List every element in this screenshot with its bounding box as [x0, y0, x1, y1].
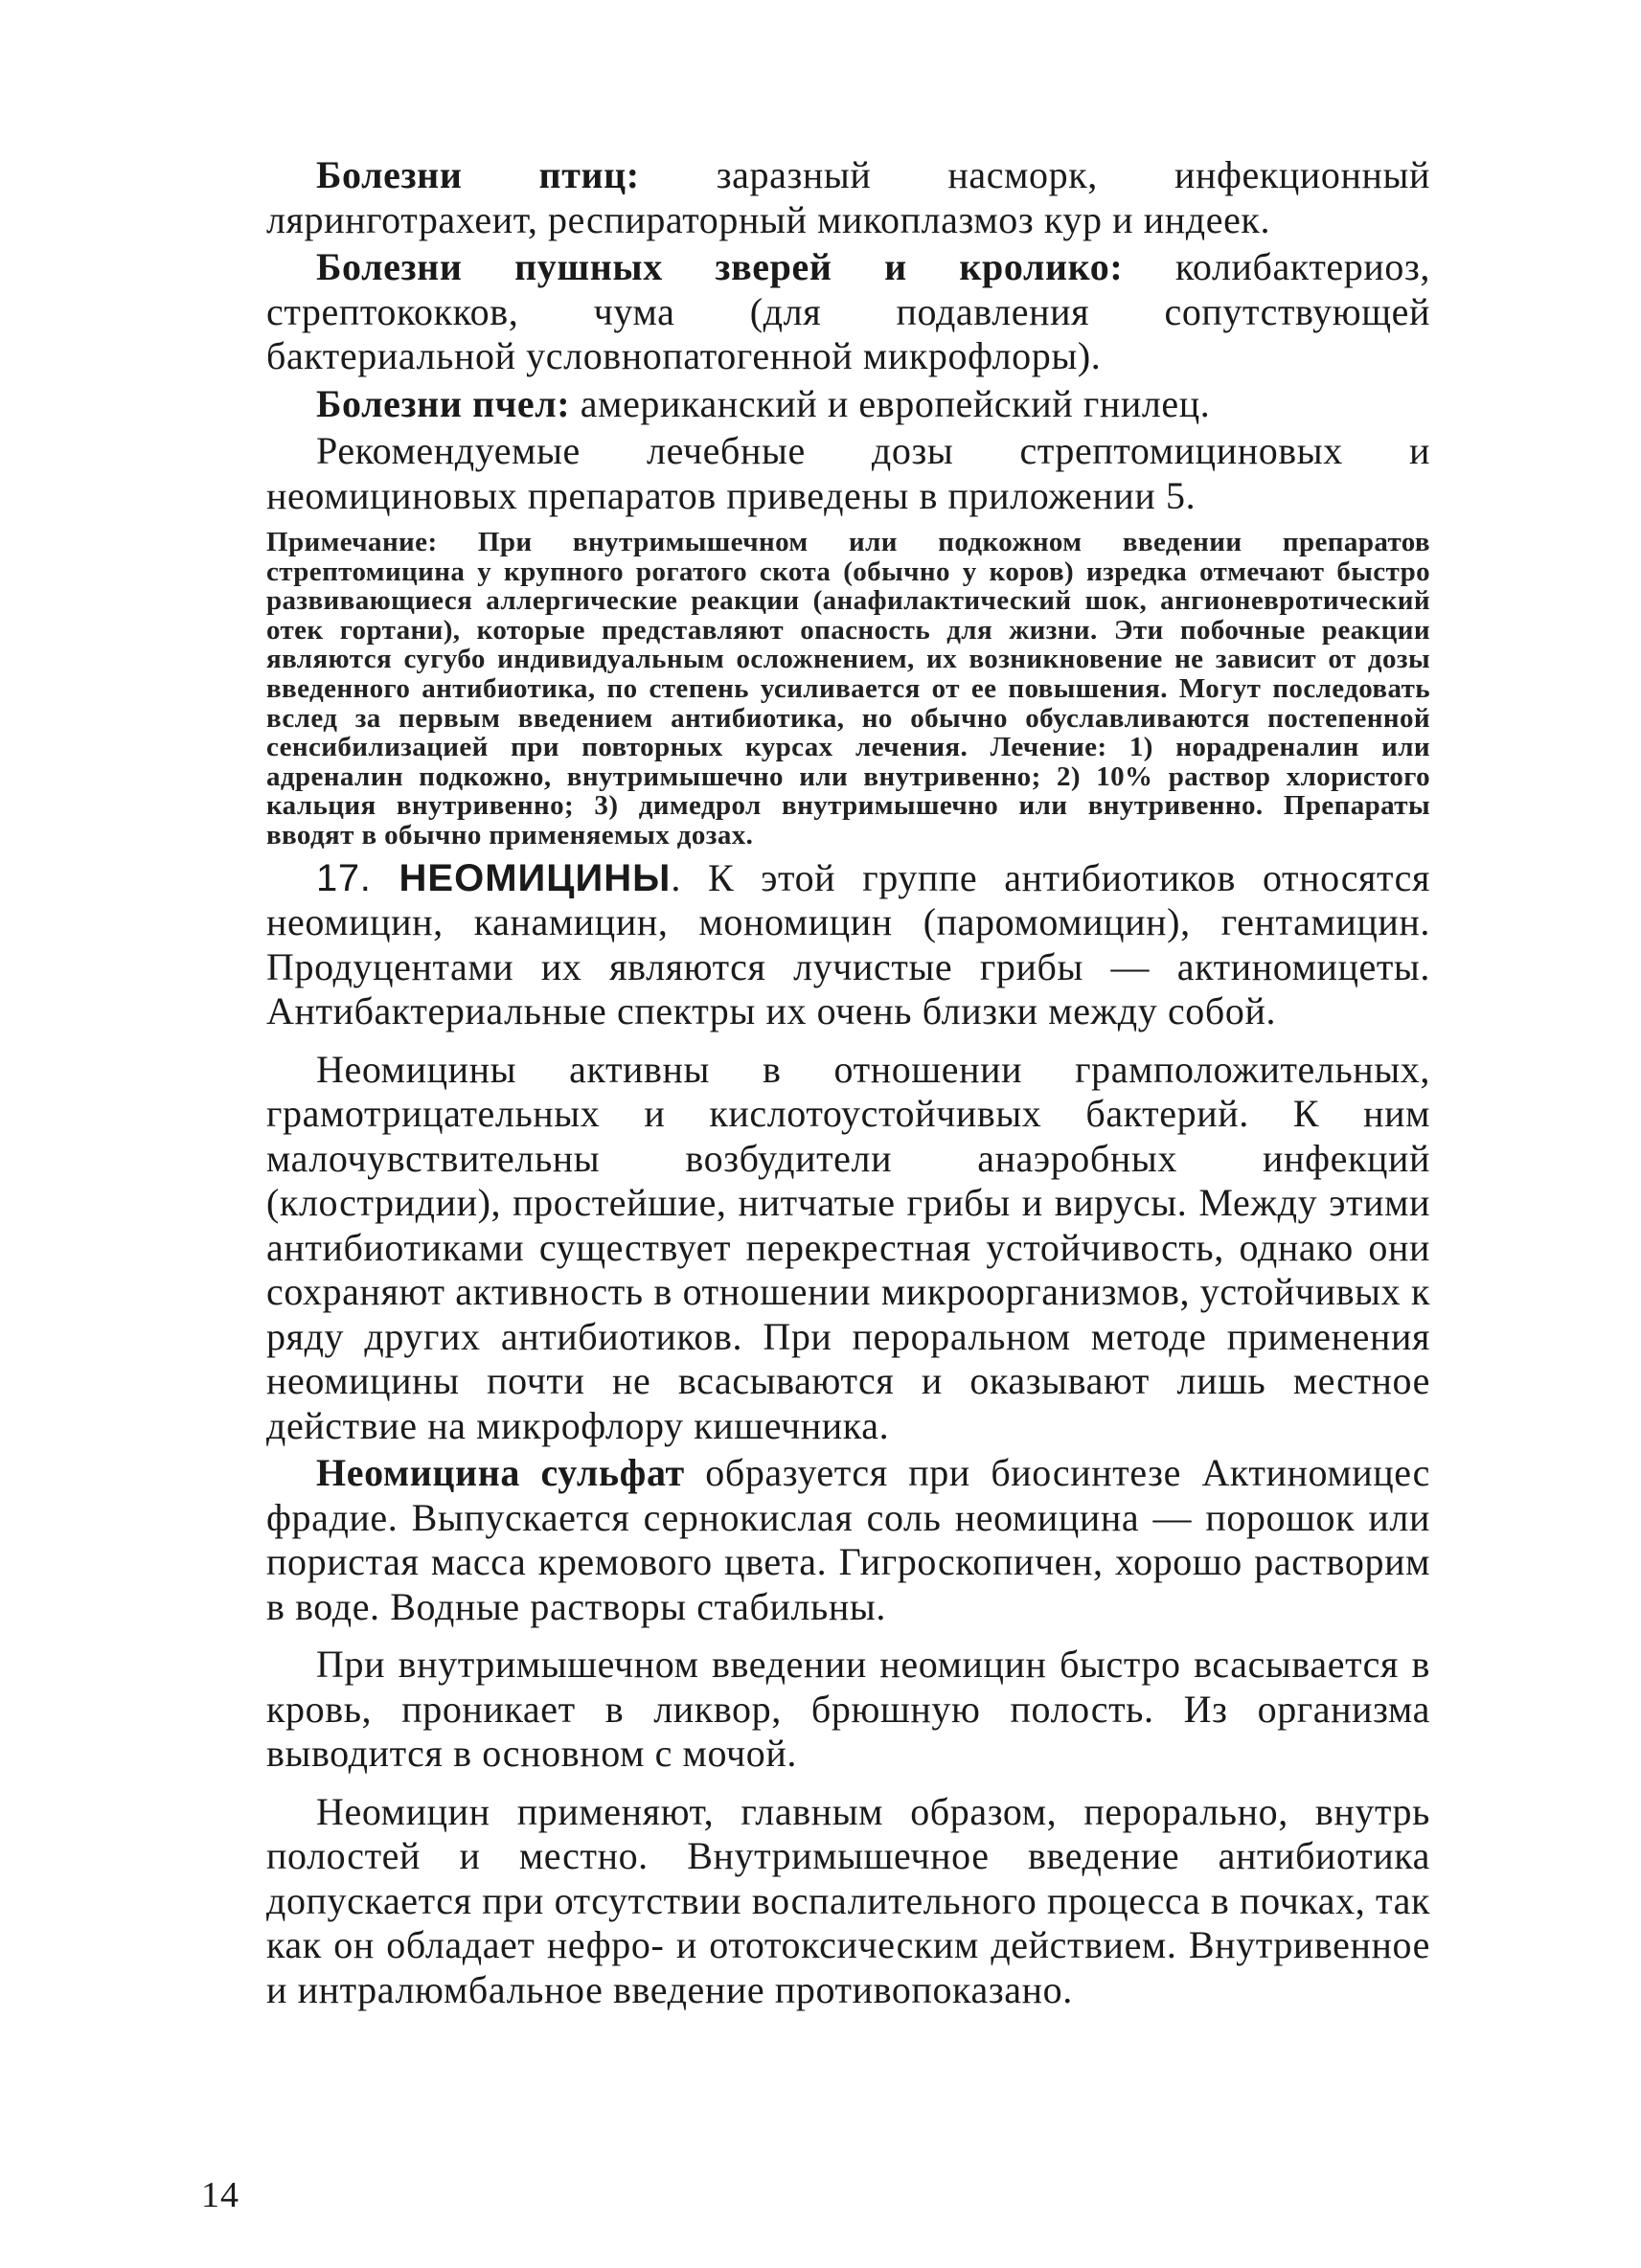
text-application: Неомицин применяют, главным образом, перорально, внутрь полостей и местно. Внутримышечное введение антибиотика допускается при отсутствии воспалительного процесса в почках, так как он обладает нефро- и ототоксическим действием. Внутривенное и интралюмбальное введение противопоказано. [266, 1789, 1430, 2011]
note-block [266, 528, 1430, 850]
term-bee-diseases: Болезни пчел: [316, 381, 571, 425]
section-title: НЕОМИЦИНЫ [399, 856, 672, 899]
text-neomycin-sulfate: образуется при биосинтезе Актиномицес фрадие. Выпускается сернокислая соль неомицина — порошок или пористая масса кремового цвета. Гигроскопичен, хорошо растворим в воде. Водные растворы стабильны. [266, 1451, 1430, 1628]
paragraph-bee-diseases [266, 382, 1430, 427]
term-bird-diseases: Болезни птиц: [316, 153, 640, 196]
paragraph-absorption [266, 1643, 1430, 1777]
paragraph-neomycin-sulfate [266, 1451, 1430, 1629]
term-neomycin-sulfate: Неомицина сульфат [316, 1451, 685, 1495]
text-absorption: При внутримышечном введении неомицин быстро всасывается в кровь, проникает в ликвор, брюшную полость. Из организма выводится в основном с мочой. [266, 1643, 1430, 1776]
text-bee-diseases: американский и европейский гнилец. [570, 381, 1211, 425]
paragraph-bird-diseases [266, 153, 1430, 242]
note-label: Примечание: [266, 527, 438, 557]
page-number: 14 [201, 2175, 239, 2215]
text-bird-diseases: заразный насморк, инфекционный ляринготрахеит, респираторный микоплазмоз кур и индеек. [266, 153, 1430, 241]
paragraph-neomycin-activity [266, 1048, 1430, 1449]
section-heading-paragraph [266, 856, 1430, 1034]
term-fur-animal-diseases: Болезни пушных зверей и кролико: [316, 245, 1124, 288]
paragraph-recommended-doses [266, 429, 1430, 518]
note-text: При внутримышечном или подкожном введении препаратов стрептомицина у крупного рогатого скота (обычно у коров) изредка отмечают быстро развивающиеся аллергические реакции (анафилактический шок, ангионевротический отек гортани), которые представляют опасность для жизни. Эти побочные реакции являются сугубо индивидуальным осложнением, их возникновение не зависит от дозы введенного антибиотика, по степень усиливается от ее повышения. Могут последовать вслед за первым введением антибиотика, но обычно обуславливаются постепенной сенсибилизацией при повторных курсах лечения. Лечение: 1) норадреналин или адреналин подкожно, внутримышечно или внутривенно; 2) 10% раствор хлористого кальция внутривенно; 3) димедрол внутримышечно или внутривенно. Препараты вводят в обычно применяемых дозах. [266, 527, 1430, 850]
section-number: 17. [316, 856, 399, 899]
section-intro-text: . К этой группе антибиотиков относятся неомицин, канамицин, мономицин (паромомицин), гентамицин. Продуцентами их являются лучистые грибы — актиномицеты. Антибактериальные спектры их очень близки между собой. [266, 855, 1430, 1033]
text-neomycin-activity: Неомицины активны в отношении грамположительных, грамотрицательных и кислотоустойчивых бактерий. К ним малочувствительны возбудители анаэробных инфекций (клостридии), простейшие, нитчатые грибы и вирусы. Между этими антибиотиками существует перекрестная устойчивость, однако они сохраняют активность в отношении микроорганизмов, устойчивых к ряду других антибиотиков. При пероральном методе применения неомицины почти не всасываются и оказывают лишь местное действие на микрофлору кишечника. [266, 1047, 1430, 1447]
text-fur-animal-diseases: колибактериоз, стрептококков, чума (для подавления сопутствующей бактериальной условнопатогенной микрофлоры). [266, 245, 1430, 377]
paragraph-fur-animal-diseases [266, 245, 1430, 379]
page-body [266, 153, 1430, 2012]
text-recommended-doses: Рекомендуемые лечебные дозы стрептомициновых и неомициновых препаратов приведены в приложении 5. [266, 429, 1430, 517]
paragraph-application [266, 1790, 1430, 2013]
